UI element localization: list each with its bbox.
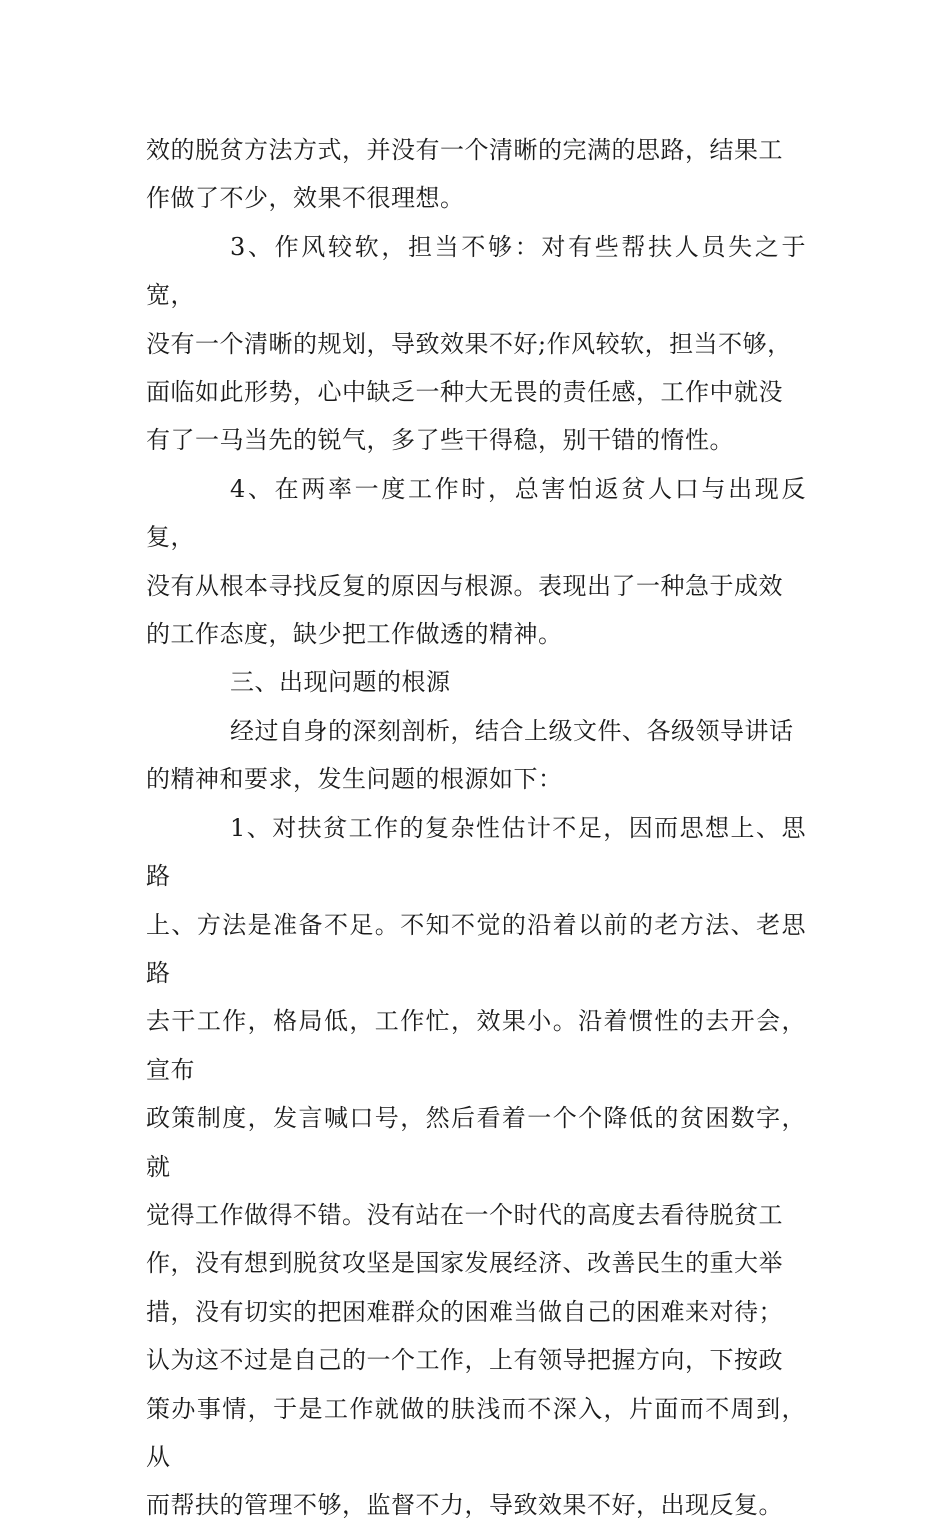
text-line: 上、方法是准备不足。不知不觉的沿着以前的老方法、老思路 <box>146 910 806 987</box>
text-line: 经过自身的深刻剖析，结合上级文件、各级领导讲话 <box>230 716 794 745</box>
text-line: 面临如此形势，心中缺乏一种大无畏的责任感，工作中就没 <box>146 378 783 407</box>
paragraph <box>146 223 806 465</box>
text-line: 认为这不过是自己的一个工作，上有领导把握方向，下按政 <box>146 1346 783 1375</box>
text-line: 4、在两率一度工作时，总害怕返贫人口与出现反复， <box>146 474 806 552</box>
text-line: 政策制度，发言喊口号，然后看着一个个降低的贫困数字，就 <box>146 1104 806 1181</box>
paragraph <box>146 707 806 804</box>
text-line: 作，没有想到脱贫攻坚是国家发展经济、改善民生的重大举 <box>146 1249 783 1278</box>
document-body <box>146 126 806 1530</box>
text-line: 3、作风较软，担当不够：对有些帮扶人员失之于宽， <box>146 232 806 310</box>
text-line: 策办事情，于是工作就做的肤浅而不深入，片面而不周到，从 <box>146 1394 806 1471</box>
text-line: 措，没有切实的把困难群众的困难当做自己的困难来对待； <box>146 1297 783 1326</box>
text-line: 觉得工作做得不错。没有站在一个时代的高度去看待脱贫工 <box>146 1200 783 1229</box>
text-line: 的精神和要求，发生问题的根源如下： <box>146 765 563 794</box>
paragraph <box>146 465 806 659</box>
text-line: 而帮扶的管理不够，监督不力，导致效果不好，出现反复。 <box>146 1491 783 1520</box>
text-line: 的工作态度，缺少把工作做透的精神。 <box>146 620 563 649</box>
text-line: 三、出现问题的根源 <box>230 668 451 697</box>
text-line: 1、对扶贫工作的复杂性估计不足，因而思想上、思路 <box>146 813 806 891</box>
text-line: 作做了不少，效果不很理想。 <box>146 184 465 213</box>
paragraph <box>146 126 806 223</box>
text-line: 效的脱贫方法方式，并没有一个清晰的完满的思路，结果工 <box>146 136 783 164</box>
text-line: 有了一马当先的锐气，多了些干得稳，别干错的惰性。 <box>146 426 734 455</box>
paragraph <box>146 804 806 1530</box>
text-line: 没有从根本寻找反复的原因与根源。表现出了一种急于成效 <box>146 571 783 600</box>
paragraph <box>146 658 806 706</box>
text-line: 去干工作，格局低，工作忙，效果小。沿着惯性的去开会，宣布 <box>146 1007 806 1084</box>
text-line: 没有一个清晰的规划，导致效果不好;作风较软，担当不够， <box>146 329 792 358</box>
